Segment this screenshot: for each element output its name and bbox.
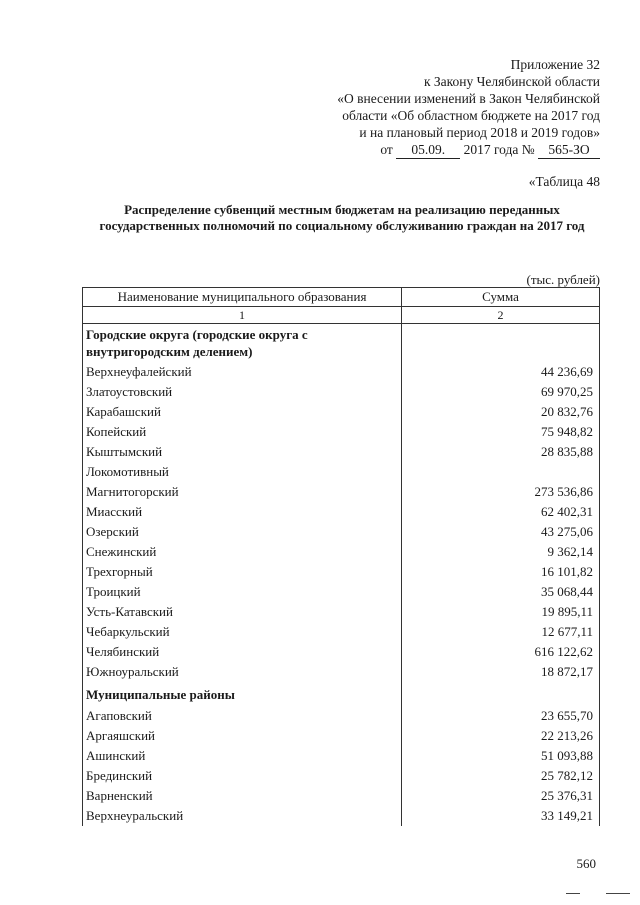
- municipality-name-cell: Кыштымский: [83, 442, 402, 462]
- amount-cell: [402, 324, 600, 363]
- table-row: [83, 766, 600, 786]
- table-row: [83, 786, 600, 806]
- table-row: [83, 382, 600, 402]
- amount-cell: 19 895,11: [402, 602, 600, 622]
- municipality-name-cell: Южноуральский: [83, 662, 402, 682]
- municipality-name-cell: Копейский: [83, 422, 402, 442]
- municipality-name-cell: Верхнеуфалейский: [83, 362, 402, 382]
- table-row: [83, 726, 600, 746]
- appendix-line: области «Об областном бюджете на 2017 год: [342, 108, 600, 123]
- table-row: [83, 642, 600, 662]
- municipality-name-cell: Брединский: [83, 766, 402, 786]
- appendix-line: к Закону Челябинской области: [423, 74, 600, 89]
- amount-cell: [402, 682, 600, 706]
- municipality-name-cell: Ашинский: [83, 746, 402, 766]
- amount-cell: 62 402,31: [402, 502, 600, 522]
- amount-cell: 18 872,17: [402, 662, 600, 682]
- table-row: [83, 806, 600, 826]
- table-row: [83, 582, 600, 602]
- table-row: [83, 662, 600, 682]
- table-row: [83, 502, 600, 522]
- column-number-row: [83, 307, 600, 324]
- municipality-name-cell: Варненский: [83, 786, 402, 806]
- municipality-name-cell: Миасский: [83, 502, 402, 522]
- column-number: 2: [402, 307, 600, 324]
- municipality-name-cell: Аргаяшский: [83, 726, 402, 746]
- table-row: [83, 402, 600, 422]
- group-name-cell: Городские округа (городские округа с внутригородским делением): [83, 324, 402, 363]
- municipality-name-cell: Трехгорный: [83, 562, 402, 582]
- amount-cell: 9 362,14: [402, 542, 600, 562]
- amount-cell: 33 149,21: [402, 806, 600, 826]
- amount-cell: 273 536,86: [402, 482, 600, 502]
- table-header-row: [83, 288, 600, 307]
- appendix-line: и на плановый период 2018 и 2019 годов»: [359, 125, 600, 140]
- table-group-row: [83, 682, 600, 706]
- table-group-row: [83, 324, 600, 363]
- amount-cell: 43 275,06: [402, 522, 600, 542]
- table-row: [83, 362, 600, 382]
- column-number: 1: [83, 307, 402, 324]
- amount-cell: 35 068,44: [402, 582, 600, 602]
- units-label: (тыс. рублей): [526, 272, 600, 287]
- column-header-name: Наименование муниципального образования: [83, 288, 402, 307]
- municipality-name-cell: Карабашский: [83, 402, 402, 422]
- table-row: [83, 442, 600, 462]
- table-row: [83, 746, 600, 766]
- table-row: [83, 482, 600, 502]
- appendix-line: «О внесении изменений в Закон Челябинской: [337, 91, 600, 106]
- footer-mark: [606, 893, 630, 894]
- amount-cell: 22 213,26: [402, 726, 600, 746]
- table-row: [83, 562, 600, 582]
- footer-mark: [566, 893, 580, 894]
- amount-cell: 28 835,88: [402, 442, 600, 462]
- table-row: [83, 522, 600, 542]
- municipality-name-cell: Чебаркульский: [83, 622, 402, 642]
- decree-line: [290, 141, 600, 159]
- municipality-name-cell: Троицкий: [83, 582, 402, 602]
- amount-cell: 75 948,82: [402, 422, 600, 442]
- amount-cell: 25 782,12: [402, 766, 600, 786]
- table-row: [83, 706, 600, 726]
- amount-cell: 44 236,69: [402, 362, 600, 382]
- amount-cell: 20 832,76: [402, 402, 600, 422]
- subsidy-table: [82, 287, 600, 826]
- amount-cell: 69 970,25: [402, 382, 600, 402]
- municipality-name-cell: Магнитогорский: [83, 482, 402, 502]
- table-body: [83, 324, 600, 827]
- page-number: 560: [576, 856, 596, 871]
- municipality-name-cell: Локомотивный: [83, 462, 402, 482]
- amount-cell: 23 655,70: [402, 706, 600, 726]
- amount-cell: 12 677,11: [402, 622, 600, 642]
- table-row: [83, 602, 600, 622]
- municipality-name-cell: Озерский: [83, 522, 402, 542]
- decree-year-text: 2017 года №: [463, 142, 535, 157]
- document-title: Распределение субвенций местным бюджетам на реализацию переданных государственных полномочий по социальному обслуживанию граждан на 2017 год: [99, 202, 585, 233]
- decree-date: 05.09.: [396, 141, 460, 159]
- appendix-line: Приложение 32: [510, 57, 600, 72]
- municipality-name-cell: Снежинский: [83, 542, 402, 562]
- decree-number: 565-ЗО: [538, 141, 600, 159]
- table-row: [83, 422, 600, 442]
- amount-cell: 51 093,88: [402, 746, 600, 766]
- amount-cell: 616 122,62: [402, 642, 600, 662]
- table-row: [83, 542, 600, 562]
- municipality-name-cell: Усть-Катавский: [83, 602, 402, 622]
- decree-from-label: от: [380, 142, 393, 157]
- appendix-reference: [290, 56, 600, 159]
- municipality-name-cell: Агаповский: [83, 706, 402, 726]
- table-reference: «Таблица 48: [528, 174, 600, 189]
- amount-cell: 25 376,31: [402, 786, 600, 806]
- municipality-name-cell: Верхнеуральский: [83, 806, 402, 826]
- table-row: [83, 462, 600, 482]
- column-header-sum: Сумма: [402, 288, 600, 307]
- amount-cell: 16 101,82: [402, 562, 600, 582]
- municipality-name-cell: Златоустовский: [83, 382, 402, 402]
- group-name-cell: Муниципальные районы: [83, 682, 402, 706]
- municipality-name-cell: Челябинский: [83, 642, 402, 662]
- table-row: [83, 622, 600, 642]
- amount-cell: [402, 462, 600, 482]
